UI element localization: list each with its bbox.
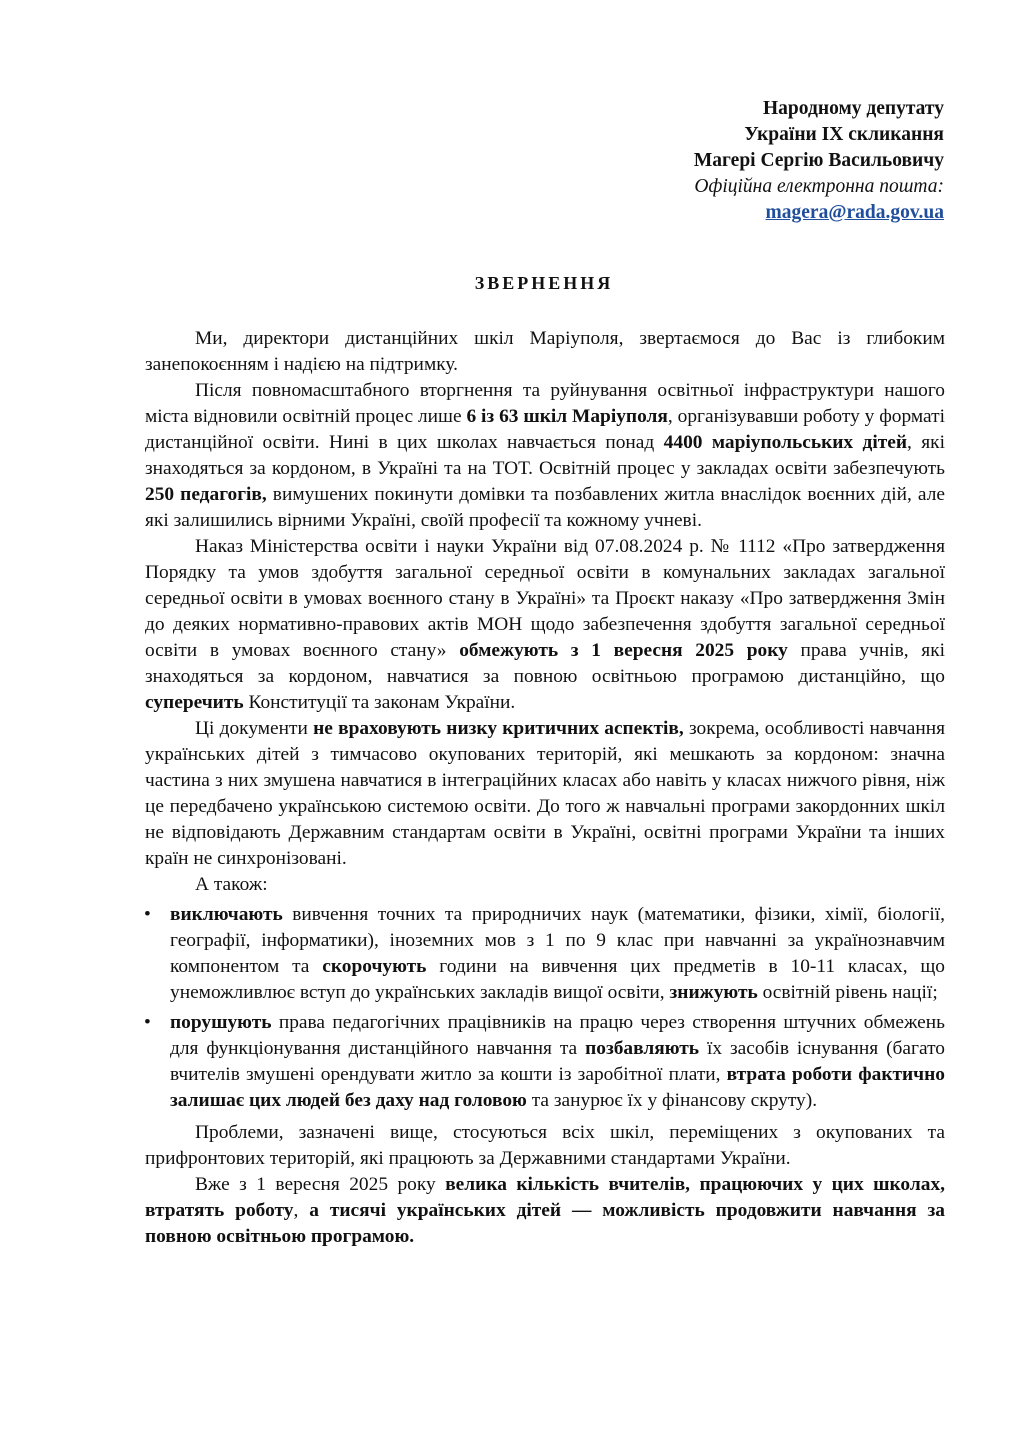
bullet-icon: •: [144, 1012, 151, 1033]
paragraph-conclusion: Вже з 1 вересня 2025 року велика кількість вчителів, працюючих у цих школах, втратять роботу, а тисячі українських дітей — можливість продовжити навчання за повною освітньою програмою.: [145, 1174, 945, 1247]
addressee-block: [694, 96, 944, 226]
paragraph-intro: Ми, директори дистанційних шкіл Маріуполя, звертаємося до Вас із глибоким занепокоєнням і надією на підтримку.: [145, 328, 945, 375]
email-label: Офіційна електронна пошта:: [694, 176, 944, 197]
also-label: А також:: [195, 874, 268, 895]
list-item: • порушують права педагогічних працівників на працю через створення штучних обмежень для функціонування дистанційного навчання та позбавляють їх засобів існування (багато вчителів змушені орендувати житло за кошти із заробітної плати, втрата роботи фактично залишає цих людей без даху над головою та занурює їх у фінансову скруту).: [144, 1012, 945, 1111]
list-item: • виключають вивчення точних та природничих наук (математики, фізики, хімії, біології, географії, інформатики), іноземних мов з 1 по 9 клас при навчанні за українознавчим компонентом та скорочують години на вивчення цих предметів в 10-11 класах, що унеможливлює вступ до українських закладів вищої освіти, знижують освітній рівень нації;: [144, 904, 946, 1003]
document-title: ЗВЕРНЕННЯ: [474, 273, 614, 293]
paragraph-aspects: Ці документи не враховують низку критичних аспектів, зокрема, особливості навчання українських дітей з тимчасово окупованих територій, які мешкають за кордоном: значна частина з них змушена навчатися в інтеграційних класах або навіть у класах нижчого рівня, ніж це передбачено українською системою освіти. До того ж навчальні програми закордонних шкіл не відповідають Державним стандартам освіти в Україні, освітні програми України та інших країн не синхронізовані.: [145, 718, 945, 869]
paragraph-schools: Після повномасштабного вторгнення та руйнування освітньої інфраструктури нашого міста відновили освітній процес лише 6 із 63 шкіл Маріуполя, організувавши роботу у форматі дистанційної освіти. Нині в цих школах навчається понад 4400 маріупольських дітей, які знаходяться за кордоном, в Україні та на ТОТ. Освітній процес у закладах освіти забезпечують 250 педагогів, вимушених покинути домівки та позбавлених житла внаслідок воєнних дій, але які залишились вірними Україні, своїй професії та кожному учневі.: [145, 380, 946, 531]
bullet-icon: •: [144, 904, 151, 925]
email-link[interactable]: magera@rada.gov.ua: [765, 202, 944, 223]
paragraph-order: Наказ Міністерства освіти і науки України від 07.08.2024 р. № 1112 «Про затвердження Порядку та умов здобуття загальної середньої освіти в комунальних закладах загальної середньої освіти в умовах воєнного стану в Україні» та Проєкт наказу «Про затвердження Змін до деяких нормативно-правових актів МОН щодо забезпечення здобуття загальної середньої освіти в умовах воєнного стану» обмежують з 1 вересня 2025 року права учнів, які знаходяться за кордоном, навчатися за повною освітньою програмою дистанційно, що суперечить Конституції та законам України.: [145, 536, 946, 713]
letter-body: [145, 326, 945, 1250]
paragraph-problems: Проблеми, зазначені вище, стосуються всіх шкіл, переміщених з окупованих та прифронтових територій, які працюють за Державними стандартами України.: [145, 1122, 945, 1169]
addressee-line-2: України IX скликання: [744, 124, 944, 145]
consequences-list: [145, 902, 945, 1114]
addressee-name: Магері Сергію Васильовичу: [693, 150, 944, 171]
addressee-line-1: Народному депутату: [763, 98, 944, 119]
